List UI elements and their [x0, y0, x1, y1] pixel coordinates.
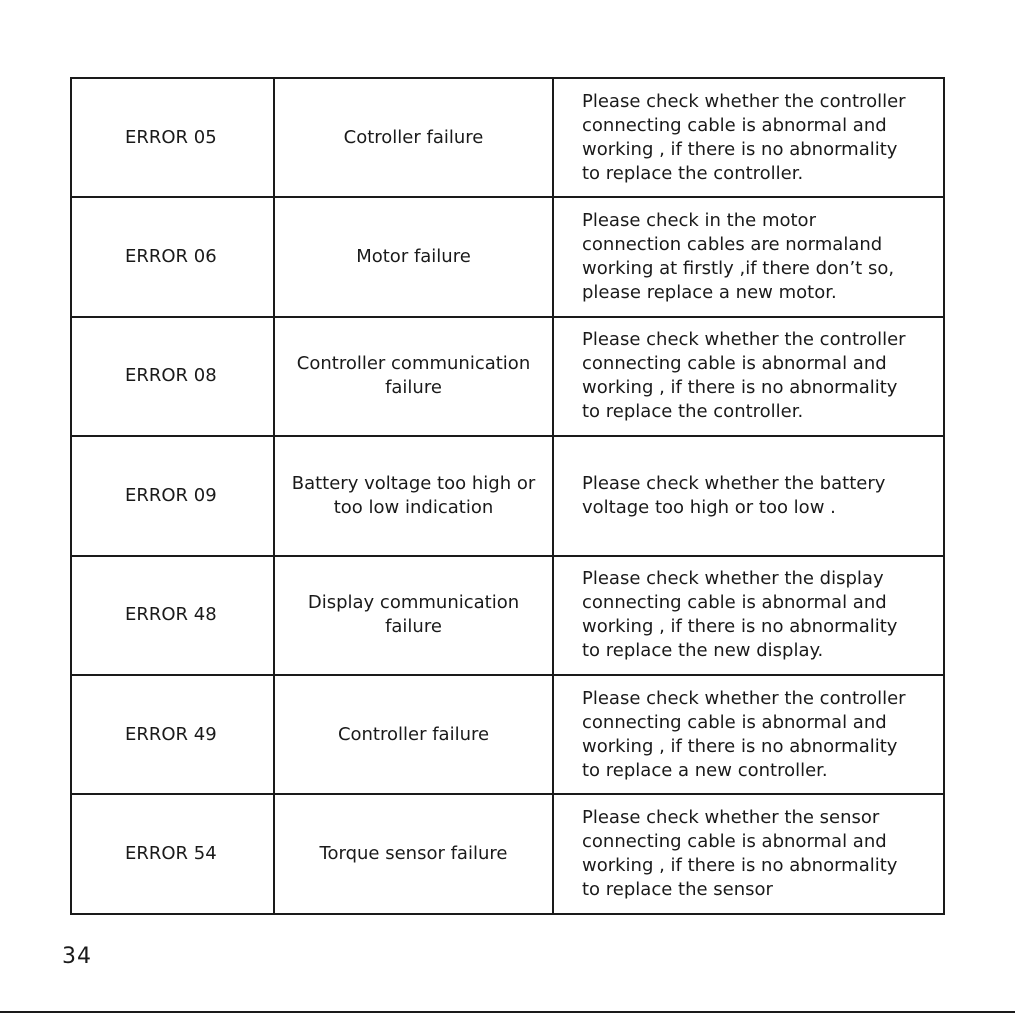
table-row — [71, 794, 944, 913]
error-solution: Please check in the motor connection cables are normaland working at firstly ,if there don’t so, please replace a new motor. — [582, 210, 895, 304]
table-row — [71, 675, 944, 794]
table-row — [71, 317, 944, 436]
error-solution-cell — [553, 436, 944, 555]
error-solution-cell — [553, 556, 944, 675]
table-row — [71, 556, 944, 675]
error-solution-cell — [553, 675, 944, 794]
error-description-cell — [274, 436, 553, 555]
error-code: ERROR 05 — [125, 126, 217, 148]
error-description-cell — [274, 197, 553, 316]
error-code-cell — [71, 794, 274, 913]
bottom-rule — [0, 1011, 1015, 1013]
error-description: Cotroller failure — [343, 126, 484, 148]
error-solution: Please check whether the controller connecting cable is abnormal and working , if there is no abnormality to replace the controller. — [582, 90, 906, 184]
error-solution: Please check whether the sensor connecting cable is abnormal and working , if there is no abnormality to replace the sensor — [582, 807, 898, 901]
error-code: ERROR 48 — [125, 604, 217, 626]
error-description: Controller failure — [337, 723, 490, 745]
page-number: 34 — [62, 944, 92, 969]
error-solution-cell — [553, 794, 944, 913]
error-description: Motor failure — [356, 246, 471, 268]
error-description-cell — [274, 317, 553, 436]
error-code-cell — [71, 78, 274, 197]
error-description-cell — [274, 675, 553, 794]
error-code-cell — [71, 556, 274, 675]
error-description: Controller communication failure — [296, 353, 531, 399]
error-solution-cell — [553, 317, 944, 436]
error-solution: Please check whether the battery voltage too high or too low . — [582, 472, 886, 518]
error-description: Battery voltage too high or too low indication — [291, 472, 536, 518]
error-code-cell — [71, 317, 274, 436]
error-description: Display communication failure — [307, 592, 520, 638]
error-description-cell — [274, 794, 553, 913]
table-row — [71, 436, 944, 555]
error-code: ERROR 49 — [125, 723, 217, 745]
error-code-table — [70, 77, 945, 915]
error-description: Torque sensor failure — [319, 843, 508, 865]
error-code-cell — [71, 197, 274, 316]
error-code: ERROR 08 — [125, 365, 217, 387]
error-solution-cell — [553, 78, 944, 197]
error-description-cell — [274, 556, 553, 675]
error-code: ERROR 09 — [125, 484, 217, 506]
error-solution-cell — [553, 197, 944, 316]
error-solution: Please check whether the display connecting cable is abnormal and working , if there is no abnormality to replace the new display. — [582, 568, 898, 662]
error-code-cell — [71, 675, 274, 794]
table-row — [71, 197, 944, 316]
error-code: ERROR 54 — [125, 843, 217, 865]
table-row — [71, 78, 944, 197]
error-code-cell — [71, 436, 274, 555]
error-solution: Please check whether the controller connecting cable is abnormal and working , if there is no abnormality to replace the controller. — [582, 329, 906, 423]
error-code: ERROR 06 — [125, 246, 217, 268]
error-description-cell — [274, 78, 553, 197]
error-solution: Please check whether the controller connecting cable is abnormal and working , if there is no abnormality to replace a new controller. — [582, 687, 906, 781]
